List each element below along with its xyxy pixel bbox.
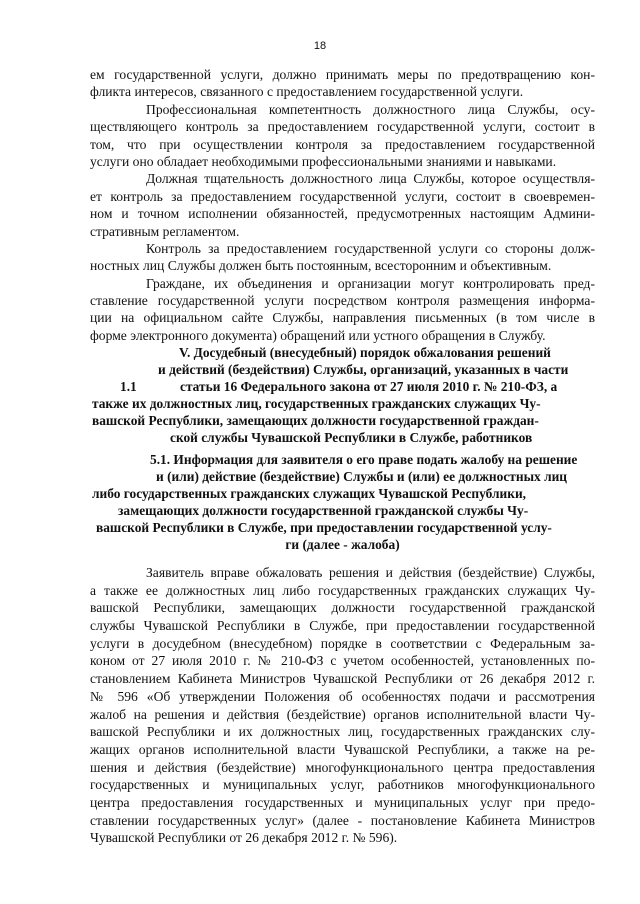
text-line: становлением Кабинета Министров Чувашской Республики от 26 декабря 2012 г. xyxy=(90,671,595,687)
heading-line: также их должностных лиц, государственных гражданских служащих Чу- xyxy=(92,396,541,411)
text-line: стративным регламентом. xyxy=(90,223,240,239)
body-text-bottom xyxy=(90,564,595,847)
heading-line: V. Досудебный (внесудебный) порядок обжалования решений xyxy=(179,345,551,360)
section-heading xyxy=(90,344,595,446)
subsection-heading xyxy=(90,451,595,553)
heading-number: 1.1 xyxy=(120,379,137,394)
text-line: ции на официальном сайте Службы, направления письменных (в том числе в xyxy=(90,310,595,326)
heading-line: ги (далее - жалоба) xyxy=(285,537,400,552)
text-line: центра предоставления государственных и муниципальных услуг при предо- xyxy=(90,794,595,810)
body-text-top xyxy=(90,66,595,344)
heading-line: статьи 16 Федерального закона от 27 июля 2010 г. № 210-ФЗ, а xyxy=(180,379,558,394)
text-line: жалоб на решения и действия (бездействие) органов исполнительной власти Чу- xyxy=(90,706,595,722)
text-line: № 596 «Об утверждении Положения об особенностях подачи и рассмотрения xyxy=(90,688,595,704)
text-line: ставление государственной услуги посредством контроля размещения информа- xyxy=(90,293,595,309)
heading-line: 5.1. Информация для заявителя о его праве подать жалобу на решение xyxy=(150,452,578,467)
text-line: Контроль за предоставлением государственной услуги со стороны долж- xyxy=(146,240,595,256)
text-line: ностных лиц Службы должен быть постоянным, всесторонним и объективным. xyxy=(90,258,552,274)
text-line: жащих органов исполнительной власти Чувашской Республики, а также на ре- xyxy=(90,741,595,757)
heading-line: вашской Республики, замещающих должности государственной граждан- xyxy=(92,413,539,428)
text-line: форме электронного документа) обращений или устного обращения в Службу. xyxy=(90,327,546,343)
heading-numbered-line xyxy=(90,378,595,395)
text-line: ем государственной услуги, должно принимать меры по предотвращению кон- xyxy=(90,67,595,82)
text-line: ном и точном исполнении обязанностей, предусмотренных настоящим Админи- xyxy=(90,206,595,222)
text-line: ществляющего контроль за предоставлением государственной услуги, состоит в xyxy=(90,119,595,135)
text-line: Граждане, их объединения и организации могут контролировать пред- xyxy=(146,275,595,291)
text-line: Чувашской Республики от 26 декабря 2012 г. № 596). xyxy=(90,830,398,846)
page-number: 18 xyxy=(313,40,327,52)
heading-line: либо государственных гражданских служащих Чувашской Республики, xyxy=(92,486,527,501)
text-line: шения и действия (бездействие) многофункционального центра предоставления xyxy=(90,759,595,775)
text-line: ставлении государственных услуг» (далее - постановление Кабинета Министров xyxy=(90,812,595,828)
text-line: службы Чувашской Республики в Службе, при предоставлении государственной xyxy=(90,618,595,634)
heading-line: вашской Республики в Службе, при предоставлении государственной услу- xyxy=(96,520,552,535)
text-line: Заявитель вправе обжаловать решения и действия (бездействие) Службы, xyxy=(146,565,595,580)
text-line: вашской Республики и их должностных лиц, государственных гражданских слу- xyxy=(90,724,595,740)
text-line: Должная тщательность должностного лица Службы, которое осуществля- xyxy=(146,171,595,187)
heading-line: и (или) действие (бездействие) Службы и (или) ее должностных лиц xyxy=(156,469,568,484)
heading-line: и действий (бездействия) Службы, организаций, указанных в части xyxy=(158,362,569,377)
text-line: фликта интересов, связанного с предоставлением государственной услуги. xyxy=(90,84,524,100)
heading-line: ской службы Чувашской Республики в Службе, работников xyxy=(170,430,533,445)
text-line: а также ее должностных лиц либо государственных гражданских служащих Чу- xyxy=(90,582,595,598)
text-line: государственных и муниципальных услуг, работников многофункционального xyxy=(90,777,595,793)
text-line: ет контроль за предоставлением государственной услуги, состоит в своевремен- xyxy=(90,188,595,204)
text-line: услуги оно обладает необходимыми профессиональными знаниями и навыками. xyxy=(90,153,557,169)
text-line: том, что при осуществлении контроля за предоставлением государственной xyxy=(90,136,595,152)
heading-line: замещающих должности государственной гражданской службы Чу- xyxy=(118,503,529,518)
text-line: Профессиональная компетентность должностного лица Службы, осу- xyxy=(146,101,595,117)
text-line: коном от 27 июля 2010 г. № 210-ФЗ с учетом особенностей, установленных по- xyxy=(90,653,595,669)
text-line: вашской Республики, замещающих должности государственной гражданской xyxy=(90,600,595,616)
text-line: услуги в досудебном (внесудебном) порядке в соответствии с Федеральным за- xyxy=(90,635,595,651)
